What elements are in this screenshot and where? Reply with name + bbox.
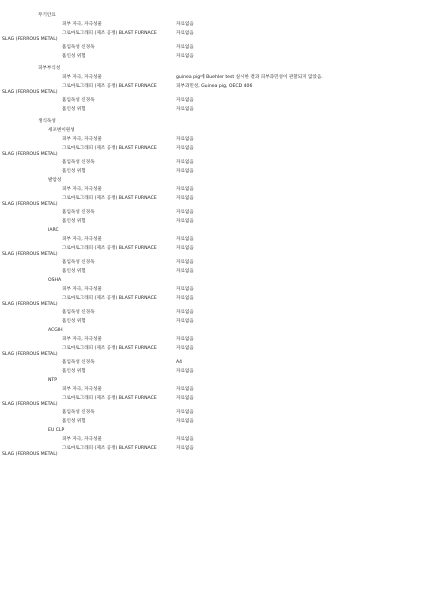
test-row — [0, 75, 424, 84]
test-value: 자료없음 — [176, 246, 194, 251]
section-title: 생식독성 — [38, 119, 56, 124]
test-row — [0, 387, 424, 396]
test-row — [0, 98, 424, 107]
test-label: 흡입독성 신경독 — [62, 360, 95, 365]
test-row — [0, 360, 424, 369]
test-row-continuation — [0, 152, 424, 160]
test-value: 자료없음 — [176, 160, 194, 165]
test-value: 자료없음 — [176, 387, 194, 392]
item-name: EU CLP — [48, 428, 65, 433]
test-label: 흡인성 위험 — [62, 219, 86, 224]
test-value: 자료없음 — [176, 146, 194, 151]
test-value: 자료없음 — [176, 437, 194, 442]
test-row — [0, 54, 424, 63]
test-row — [0, 337, 424, 346]
test-label: 흡인성 위험 — [62, 107, 86, 112]
item-name: 세포변이원성 — [48, 128, 75, 133]
test-label: 흡인성 위험 — [62, 419, 86, 424]
test-value: 자료없음 — [176, 187, 194, 192]
test-label-continuation: SLAG (FERROUS METAL) — [2, 302, 58, 307]
test-label: 그로마토그래피 (제조 공정) BLAST FURNACE — [62, 396, 157, 401]
test-label-continuation: SLAG (FERROUS METAL) — [2, 352, 58, 357]
test-row — [0, 437, 424, 446]
test-value: 자료없음 — [176, 219, 194, 224]
test-row — [0, 210, 424, 219]
section-heading — [0, 119, 424, 128]
item-name: NTP — [48, 378, 58, 383]
test-value: 자료없음 — [176, 237, 194, 242]
item-name: OSHA — [48, 278, 62, 283]
item-heading — [0, 328, 424, 337]
test-row — [0, 107, 424, 116]
item-heading — [0, 178, 424, 187]
test-label: 피부 자극, 자극성물 — [62, 75, 102, 80]
test-row-continuation — [0, 90, 424, 98]
test-value: 자료없음 — [176, 296, 194, 301]
test-label: 피부 자극, 자극성물 — [62, 187, 102, 192]
test-label-continuation: SLAG (FERROUS METAL) — [2, 152, 58, 157]
test-value: 자료없음 — [176, 419, 194, 424]
test-label: 흡입독성 신경독 — [62, 310, 95, 315]
test-label: 흡인성 위험 — [62, 169, 86, 174]
test-label-continuation: SLAG (FERROUS METAL) — [2, 252, 58, 257]
test-value: 자료없음 — [176, 210, 194, 215]
test-value: 자료없음 — [176, 98, 194, 103]
test-value: 자료없음 — [176, 31, 194, 36]
test-label: 흡입독성 신경독 — [62, 45, 95, 50]
item-name: IARC — [48, 228, 59, 233]
test-value: 자료없음 — [176, 337, 194, 342]
test-row-continuation — [0, 202, 424, 210]
test-label: 그로마토그래피 (제조 공정) BLAST FURNACE — [62, 246, 157, 251]
test-label: 그로마토그래피 (제조 공정) BLAST FURNACE — [62, 196, 157, 201]
test-row — [0, 287, 424, 296]
section-title: 무기안료 — [38, 13, 56, 18]
test-row — [0, 260, 424, 269]
test-label: 그로마토그래피 (제조 공정) BLAST FURNACE — [62, 296, 157, 301]
test-value: 자료없음 — [176, 319, 194, 324]
test-value: 자료없음 — [176, 137, 194, 142]
test-row-continuation — [0, 252, 424, 260]
item-name: ACGIH — [48, 328, 63, 333]
test-label: 피부 자극, 자극성물 — [62, 437, 102, 442]
test-label: 흡입독성 신경독 — [62, 160, 95, 165]
test-row-continuation — [0, 402, 424, 410]
test-label-continuation: SLAG (FERROUS METAL) — [2, 452, 58, 457]
test-label: 흡인성 위험 — [62, 54, 86, 59]
test-label: 그로마토그래피 (제조 공정) BLAST FURNACE — [62, 31, 157, 36]
test-label: 흡입독성 신경독 — [62, 260, 95, 265]
section-heading — [0, 66, 424, 75]
item-heading — [0, 428, 424, 437]
test-label: 흡인성 위험 — [62, 269, 86, 274]
item-heading — [0, 378, 424, 387]
item-heading — [0, 128, 424, 137]
test-row — [0, 169, 424, 178]
test-label: 피부 자극, 자극성물 — [62, 337, 102, 342]
test-label-continuation: SLAG (FERROUS METAL) — [2, 402, 58, 407]
test-value: 자료없음 — [176, 169, 194, 174]
test-value: guinea pig에 Buehler test 실시한 결과 피부과민성이 관찰되지 않았음. — [176, 75, 323, 80]
test-value: 자료없음 — [176, 45, 194, 50]
test-row — [0, 310, 424, 319]
test-label: 피부 자극, 자극성물 — [62, 387, 102, 392]
section-heading — [0, 13, 424, 22]
test-row-continuation — [0, 37, 424, 45]
test-value: 자료없음 — [176, 196, 194, 201]
test-label: 피부 자극, 자극성물 — [62, 287, 102, 292]
test-label: 흡인성 위험 — [62, 319, 86, 324]
test-label: 그로마토그래피 (제조 공정) BLAST FURNACE — [62, 446, 157, 451]
test-value: 자료없음 — [176, 310, 194, 315]
section-title: 피부부식성 — [38, 66, 61, 71]
test-row — [0, 160, 424, 169]
test-label: 피부 자극, 자극성물 — [62, 237, 102, 242]
test-value: 자료없음 — [176, 22, 194, 27]
test-value: 자료없음 — [176, 346, 194, 351]
test-value: 자료없음 — [176, 54, 194, 59]
test-label: 흡입독성 신경독 — [62, 98, 95, 103]
test-row — [0, 419, 424, 428]
test-value: 자료없음 — [176, 107, 194, 112]
test-row — [0, 319, 424, 328]
test-value: A4 — [176, 360, 183, 365]
test-row — [0, 269, 424, 278]
test-label-continuation: SLAG (FERROUS METAL) — [2, 37, 58, 42]
item-name: 발암성 — [48, 178, 62, 183]
test-value: 자료없음 — [176, 287, 194, 292]
test-label: 그로마토그래피 (제조 공정) BLAST FURNACE — [62, 84, 157, 89]
test-label: 흡입독성 신경독 — [62, 210, 95, 215]
test-label: 피부 자극, 자극성물 — [62, 137, 102, 142]
test-row — [0, 410, 424, 419]
test-value: 자료없음 — [176, 410, 194, 415]
test-value: 자료없음 — [176, 260, 194, 265]
test-label: 그로마토그래피 (제조 공정) BLAST FURNACE — [62, 146, 157, 151]
document-body — [0, 13, 424, 463]
test-value: 피부과민성, Guinea pig, OECD 406 — [176, 84, 253, 89]
section-gap — [0, 460, 424, 463]
test-value: 자료없음 — [176, 369, 194, 374]
test-row — [0, 45, 424, 54]
test-label-continuation: SLAG (FERROUS METAL) — [2, 90, 58, 95]
test-row-continuation — [0, 452, 424, 460]
test-label: 그로마토그래피 (제조 공정) BLAST FURNACE — [62, 346, 157, 351]
test-row — [0, 219, 424, 228]
item-heading — [0, 278, 424, 287]
test-label: 피부 자극, 자극성물 — [62, 22, 102, 27]
test-value: 자료없음 — [176, 269, 194, 274]
test-value: 자료없음 — [176, 396, 194, 401]
test-label: 흡인성 위험 — [62, 369, 86, 374]
test-label: 흡입독성 신경독 — [62, 410, 95, 415]
item-heading — [0, 228, 424, 237]
test-row — [0, 137, 424, 146]
test-row — [0, 22, 424, 31]
test-row — [0, 187, 424, 196]
test-row-continuation — [0, 302, 424, 310]
test-row — [0, 369, 424, 378]
test-value: 자료없음 — [176, 446, 194, 451]
test-row-continuation — [0, 352, 424, 360]
test-label-continuation: SLAG (FERROUS METAL) — [2, 202, 58, 207]
test-row — [0, 237, 424, 246]
